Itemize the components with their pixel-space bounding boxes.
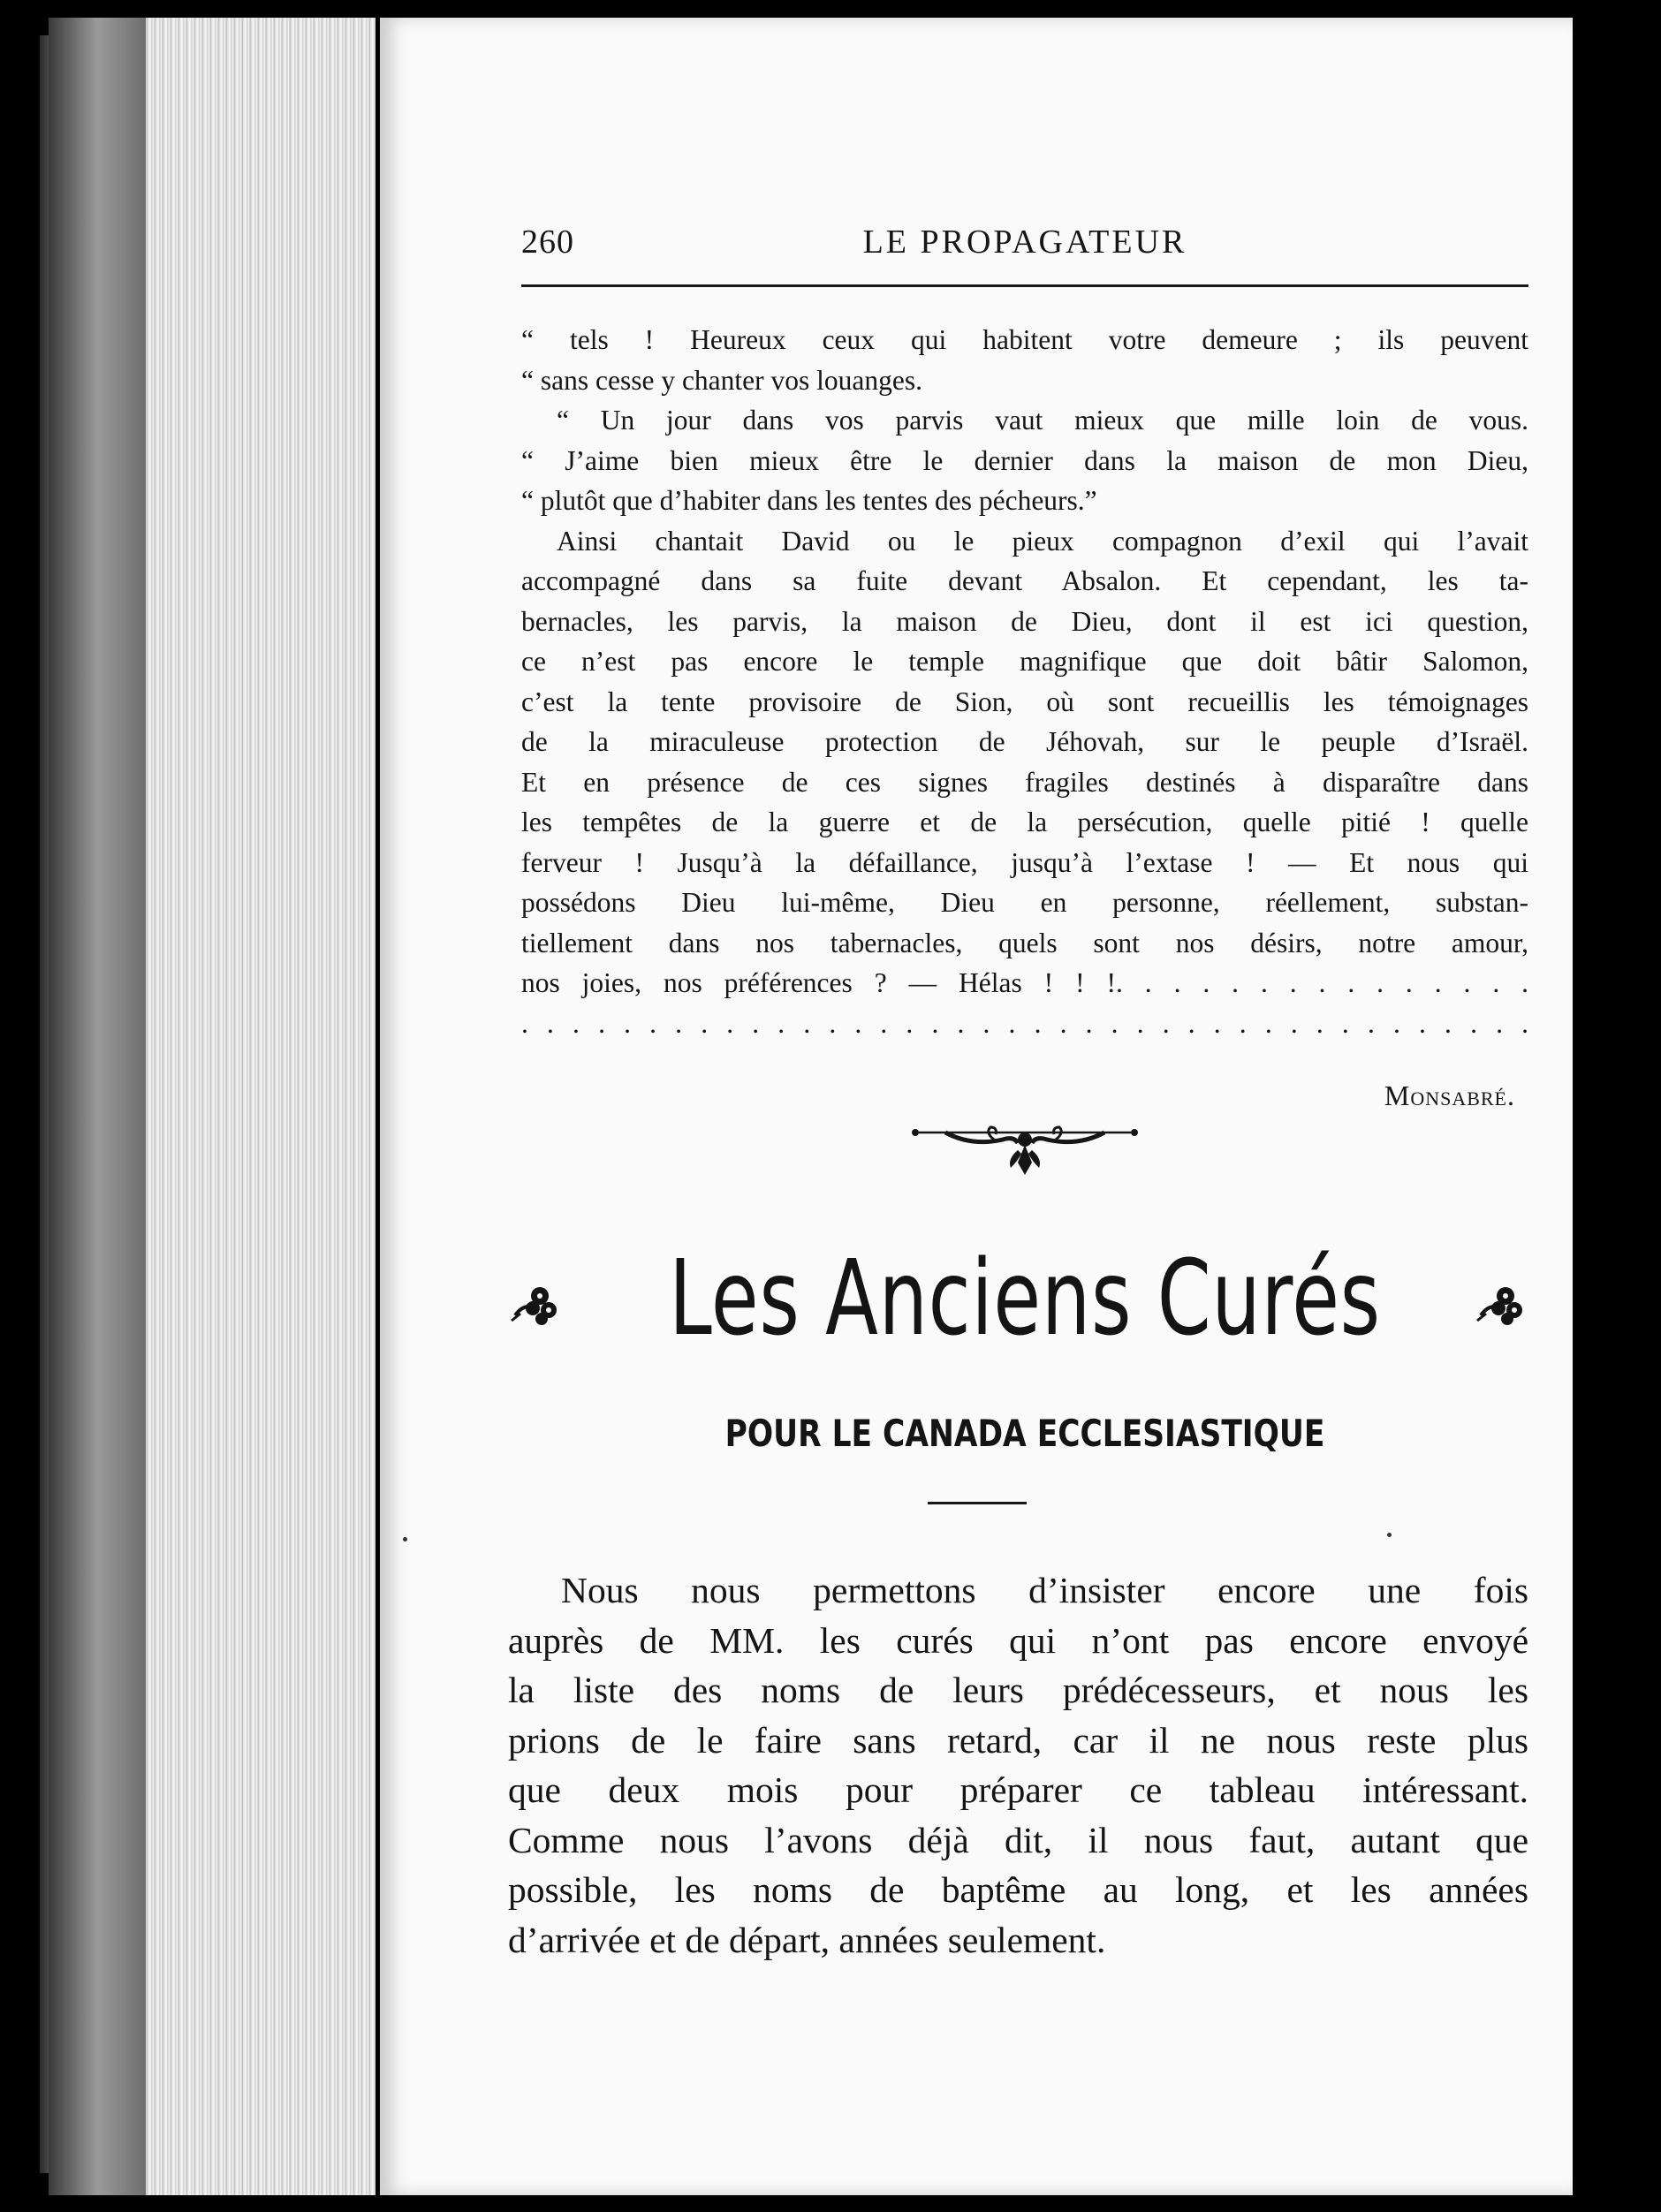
text-line: . . . . . . . . . . . . . . . . . . . . . . . . . . . . . . . . . . . . . . . . <box>521 1007 1528 1039</box>
text-line: “ tels ! Heureux ceux qui habitent votre demeure ; ils peuvent <box>521 324 1528 355</box>
notice-line: Nous nous permettons d’insister encore une fois <box>561 1570 1528 1610</box>
text-line: nos joies, nos préférences ? — Hélas ! ! !. . . . . . . . . . . . . . . <box>521 967 1528 998</box>
text-line: “ J’aime bien mieux être le dernier dans la maison de mon Dieu, <box>521 444 1528 476</box>
book-page <box>380 18 1573 2195</box>
fleuron-icon <box>508 1276 561 1329</box>
text-line: ce n’est pas encore le temple magnifique que doit bâtir Salomon, <box>521 646 1528 677</box>
running-header <box>521 223 1528 276</box>
paper-speck <box>1387 1533 1392 1537</box>
text-line: possédons Dieu lui-même, Dieu en personne, réellement, substan- <box>521 887 1528 918</box>
running-title: LE PROPAGATEUR <box>862 223 1187 261</box>
section-title: Les Anciens Curés <box>669 1237 1381 1359</box>
section-subtitle: POUR LE CANADA ECCLESIASTIQUE <box>724 1412 1325 1455</box>
text-line: Ainsi chantait David ou le pieux compagnon d’exil qui l’avait <box>557 525 1528 557</box>
text-line: “ sans cesse y chanter vos louanges. <box>521 364 922 396</box>
fleuron-icon <box>1474 1276 1527 1329</box>
notice-line: auprès de MM. les curés qui n’ont pas encore envoyé <box>508 1619 1528 1661</box>
text-line: “ plutôt que d’habiter dans les tentes des pécheurs.” <box>521 485 1097 516</box>
notice-line: que deux mois pour préparer ce tableau intéressant. <box>508 1769 1528 1810</box>
notice-line: Comme nous l’avons déjà dit, il nous faut, autant que <box>508 1819 1528 1860</box>
notice-line: d’arrivée et de départ, années seulement. <box>508 1919 1106 1960</box>
text-line: “ Un jour dans vos parvis vaut mieux que mille loin de vous. <box>557 405 1528 436</box>
text-line: c’est la tente provisoire de Sion, où sont recueillis les témoignages <box>521 686 1528 717</box>
text-line: Et en présence de ces signes fragiles destinés à disparaître dans <box>521 766 1528 798</box>
notice-line: possible, les noms de baptême au long, et les années <box>508 1869 1528 1910</box>
paper-speck <box>403 1537 407 1542</box>
text-line: ferveur ! Jusqu’à la défaillance, jusqu’à l’extase ! — Et nous qui <box>521 846 1528 878</box>
body-text <box>521 320 1528 1043</box>
text-line: de la miraculeuse protection de Jéhovah, sur le peuple d’Israël. <box>521 726 1528 757</box>
text-line: tiellement dans nos tabernacles, quels sont nos désirs, notre amour, <box>521 927 1528 958</box>
header-rule <box>521 284 1528 287</box>
notice-line: la liste des noms de leurs prédécesseurs, et nous les <box>508 1670 1528 1710</box>
author-signature: Monsabré. <box>1384 1079 1515 1111</box>
book-spine-shadow <box>49 18 146 2195</box>
notice-line: prions de le faire sans retard, car il ne nous reste plus <box>508 1719 1528 1761</box>
text-line: bernacles, les parvis, la maison de Dieu, dont il est ici question, <box>521 605 1528 637</box>
text-line: les tempêtes de la guerre et de la persécution, quelle pitié ! quelle <box>521 807 1528 837</box>
notice-paragraph <box>508 1565 1528 1965</box>
short-divider <box>928 1502 1027 1504</box>
scroll-ornament-icon <box>910 1120 1140 1182</box>
text-line: accompagné dans sa fuite devant Absalon. Et cependant, les ta- <box>521 565 1528 596</box>
page-number: 260 <box>521 223 574 261</box>
